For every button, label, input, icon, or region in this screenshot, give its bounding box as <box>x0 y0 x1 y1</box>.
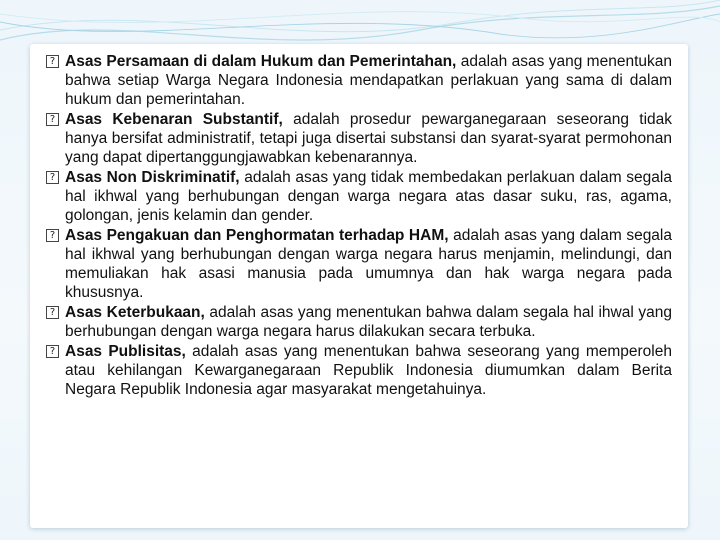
list-item <box>46 226 672 302</box>
item-text: adalah asas yang menentukan bahwa dalam segala hal ihwal yang berhubungan dengan warga negara harus dilakukan secara terbuka. <box>65 304 672 340</box>
item-title: Asas Kebenaran Substantif, <box>65 111 283 128</box>
item-text: adalah asas yang menentukan bahwa seseorang yang memperoleh atau kehilangan Kewarganegaraan Republik Indonesia diumumkan dalam Berita Negara Republik Indonesia agar masyarakat mengetahuinya. <box>65 343 672 398</box>
list-item <box>46 342 672 399</box>
list-item <box>46 52 672 109</box>
bullet-icon: ? <box>46 55 59 68</box>
item-text: adalah asas yang dalam segala hal ikhwal yang berhubungan dengan warga negara harus menjamin, melindungi, dan memuliakan hak asasi manusia pada umumnya dan hak warga negara pada khususnya. <box>65 227 672 301</box>
item-title: Asas Publisitas, <box>65 343 186 360</box>
bullet-icon: ? <box>46 345 59 358</box>
bullet-icon: ? <box>46 229 59 242</box>
bullet-list <box>46 52 672 400</box>
item-text: adalah asas yang tidak membedakan perlakuan dalam segala hal ikhwal yang berhubungan dengan warga negara atas dasar suku, ras, agama, golongan, jenis kelamin dan gender. <box>65 169 672 224</box>
item-title: Asas Keterbukaan, <box>65 304 205 321</box>
bullet-icon: ? <box>46 113 59 126</box>
list-item <box>46 168 672 225</box>
item-title: Asas Pengakuan dan Penghormatan terhadap HAM, <box>65 227 449 244</box>
bullet-icon: ? <box>46 306 59 319</box>
list-item <box>46 303 672 341</box>
list-item <box>46 110 672 167</box>
item-text: adalah prosedur pewarganegaraan seseorang tidak hanya bersifat administratif, tetapi juga disertai substansi dan syarat-syarat permohonan yang dapat dipertanggungjawabkan kebenarannya. <box>65 111 673 166</box>
item-title: Asas Non Diskriminatif, <box>65 169 240 186</box>
item-title: Asas Persamaan di dalam Hukum dan Pemerintahan, <box>65 53 457 70</box>
item-text: adalah asas yang menentukan bahwa setiap Warga Negara Indonesia mendapatkan perlakuan yang sama di dalam hukum dan pemerintahan. <box>65 53 672 108</box>
bullet-icon: ? <box>46 171 59 184</box>
